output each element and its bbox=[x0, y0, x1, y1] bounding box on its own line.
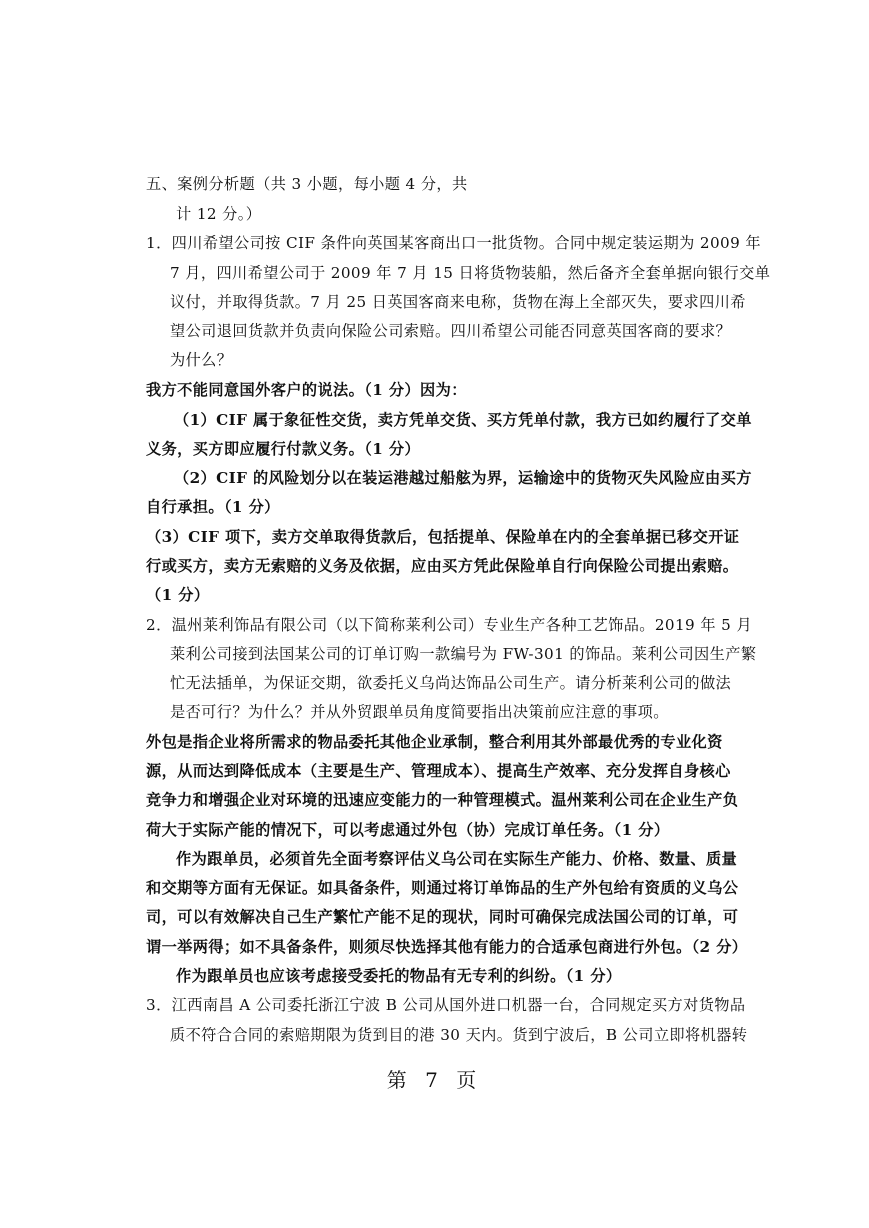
answer-1-line-2: （1）CIF 属于象征性交货，卖方凭单交货、买方凭单付款，我方已如约履行了交单 bbox=[174, 411, 752, 429]
answer-2-line-5: 作为跟单员，必须首先全面考察评估义乌公司在实际生产能力、价格、数量、质量 bbox=[176, 850, 738, 868]
section-heading-continued: 计 12 分。） bbox=[176, 205, 262, 223]
answer-1-line-8: （1 分） bbox=[146, 586, 210, 604]
question-2-line-2: 莱利公司接到法国某公司的订单订购一款编号为 FW-301 的饰品。莱利公司因生产繁 bbox=[170, 645, 757, 663]
answer-2-line-7: 司，可以有效解决自己生产繁忙产能不足的现状，同时可确保完成法国公司的订单，可 bbox=[146, 908, 739, 926]
section-heading: 五、案例分析题（共 3 小题，每小题 4 分，共 bbox=[146, 175, 468, 193]
answer-2-line-6: 和交期等方面有无保证。如具备条件，则通过将订单饰品的生产外包给有资质的义乌公 bbox=[146, 879, 739, 897]
question-2-line-4: 是否可行？为什么？并从外贸跟单员角度简要指出决策前应注意的事项。 bbox=[170, 703, 669, 721]
question-1-line-2: 7 月，四川希望公司于 2009 年 7 月 15 日将货物装船，然后备齐全套单据向银行交单 bbox=[170, 264, 771, 282]
answer-1-line-6: （3）CIF 项下，卖方交单取得货款后，包括提单、保险单在内的全套单据已移交开证 bbox=[146, 528, 740, 546]
answer-1-line-4: （2）CIF 的风险划分以在装运港越过船舷为界，运输途中的货物灭失风险应由买方 bbox=[174, 469, 752, 487]
answer-1-line-7: 行或买方，卖方无索赔的义务及依据，应由买方凭此保险单自行向保险公司提出索赔。 bbox=[146, 557, 739, 575]
answer-1-line-3: 义务，买方即应履行付款义务。（1 分） bbox=[146, 440, 421, 458]
answer-2-line-9: 作为跟单员也应该考虑接受委托的物品有无专利的纠纷。（1 分） bbox=[176, 967, 622, 985]
answer-2-line-8: 谓一举两得；如不具备条件，则须尽快选择其他有能力的合适承包商进行外包。（2 分） bbox=[146, 938, 748, 956]
answer-1-line-5: 自行承担。（1 分） bbox=[146, 498, 280, 516]
answer-2-line-3: 竞争力和增强企业对环境的迅速应变能力的一种管理模式。温州莱利公司在企业生产负 bbox=[146, 791, 739, 809]
answer-2-line-2: 源，从而达到降低成本（主要是生产、管理成本）、提高生产效率、充分发挥自身核心 bbox=[146, 762, 731, 780]
question-2-line-3: 忙无法插单，为保证交期，欲委托义乌尚达饰品公司生产。请分析莱利公司的做法 bbox=[170, 674, 732, 692]
question-1-line-4: 望公司退回货款并负责向保险公司索赔。四川希望公司能否同意英国客商的要求？ bbox=[170, 322, 732, 340]
answer-2-line-1: 外包是指企业将所需求的物品委托其他企业承制，整合利用其外部最优秀的专业化资 bbox=[146, 733, 723, 751]
page-number: 第 7 页 bbox=[386, 1068, 483, 1092]
question-1-line-3: 议付，并取得货款。7 月 25 日英国客商来电称，货物在海上全部灭失，要求四川希 bbox=[170, 293, 746, 311]
question-1-line-5: 为什么？ bbox=[170, 351, 233, 369]
answer-2-line-4: 荷大于实际产能的情况下，可以考虑通过外包（协）完成订单任务。（1 分） bbox=[146, 821, 670, 839]
answer-1-line-1: 我方不能同意国外客户的说法。（1 分）因为： bbox=[146, 381, 467, 399]
question-1-line-1: 1．四川希望公司按 CIF 条件向英国某客商出口一批货物。合同中规定装运期为 2009 年 bbox=[146, 234, 761, 252]
question-2-line-1: 2．温州莱利饰品有限公司（以下简称莱利公司）专业生产各种工艺饰品。2019 年 5 月 bbox=[146, 616, 753, 634]
question-3-line-1: 3．江西南昌 A 公司委托浙江宁波 B 公司从国外进口机器一台，合同规定买方对货物品 bbox=[146, 996, 746, 1014]
question-3-line-2: 质不符合合同的索赔期限为货到目的港 30 天内。货到宁波后，B 公司立即将机器转 bbox=[170, 1026, 748, 1044]
